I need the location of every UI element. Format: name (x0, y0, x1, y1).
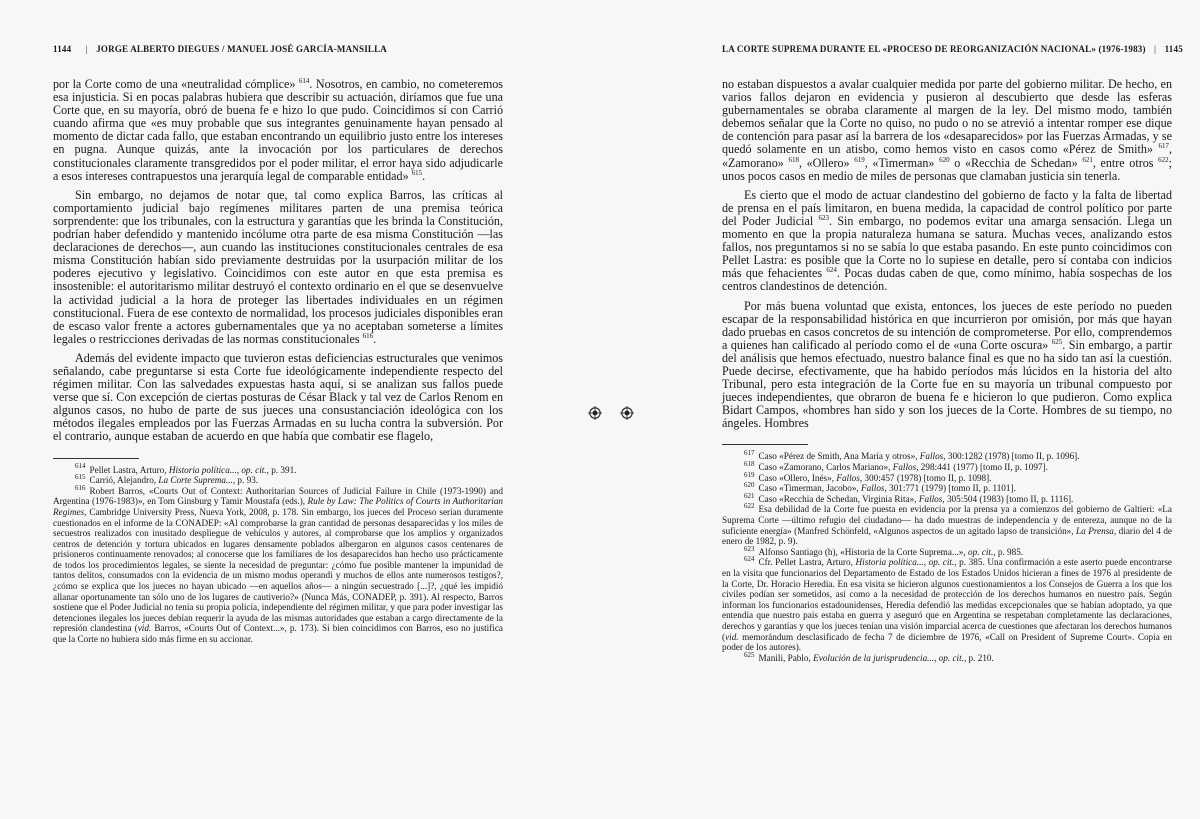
crosshair-target-icon (588, 406, 602, 420)
footnote-reference: 624 (826, 266, 837, 275)
right-page-number: 1145 (1164, 44, 1183, 54)
body-paragraph (53, 78, 503, 183)
right-footnote-rule (722, 444, 808, 445)
footnote-reference: 616 (362, 331, 374, 340)
footnote-number: 616 (75, 483, 86, 492)
footnote-number: 621 (744, 491, 755, 500)
left-page (53, 44, 503, 645)
text-run: . (422, 168, 426, 183)
footnote-number: 618 (744, 459, 755, 468)
text-run: Sin embargo, no dejamos de notar que, tal como explica Barros, las críticas al comportamiento judicial bajo regímenes militares parten de una premisa teórica sorprendente: que los tribunales, con la estructura y garantías que les brinda la Constitución, podrían haber defendido y mantenido incólume otra parte de esa misma Constitución —las declaraciones de derechos—, aun cuando las instituciones constitucionales centrales de esa misma Constitución habían sido previamente destruidas por la usurpación militar de los poderes ejecutivo y legislativo. Coincidimos con este autor en que esta premisa es insostenible: el autoritarismo militar destruyó el contexto ordinario en el que se desenvuelve la actividad judicial a la hora de proteger las libertades individuales en un régimen constitucional. Fuera de ese contexto de normalidad, los procesos judiciales disponibles eran de escaso valor frente a actores gubernamentales que ya no aceptaban someterse a límites legales o restricciones derivadas de las normas constitucionales (53, 187, 503, 346)
footnote-reference: 623 (818, 213, 829, 222)
footnote-italic-text: Fallos (836, 472, 860, 483)
text-run: . Pocas dudas caben de que, como mínimo, había sospechas de los centros clandestinos de detención. (722, 266, 1172, 294)
footnote-text: Caso «Pérez de Smith, Ana María y otros», (758, 451, 920, 462)
footnote-text: Esa debilidad de la Corte fue puesta en evidencia por la prensa ya a comienzos del gobierno de Galtieri: «La Suprema Corte —último refugio del ciudadano— ha dado muestras de independencia y de entereza, aunque no de la suficiente energía» (Manfred Schönfeld, «Algunos aspectos de un agitado lapso de transición», (722, 504, 1172, 536)
body-paragraph (53, 352, 503, 444)
text-run: Es cierto que el modo de actuar clandestino del gobierno de facto y la falta de libertad de prensa en el país limitaron, en buena medida, la capacidad de control político por parte del Poder Judicial (722, 187, 1172, 228)
footnote-text: memorándum desclasificado de fecha 7 de diciembre de 1976, «Call on President of Supreme Court». Copia en poder de los autores). (722, 631, 1172, 653)
left-footnotes (53, 462, 504, 645)
footnote-text: , 300:1282 (1978) [tomo II, p. 1096]. (943, 451, 1080, 462)
footnote-italic-text: Historia política..., op. cit. (855, 557, 955, 568)
footnote-reference: 619 (854, 155, 865, 164)
right-page (722, 44, 1183, 663)
footnote (722, 650, 1172, 664)
footnote-italic-text: La Prensa (1076, 525, 1114, 536)
footnote (722, 451, 1172, 462)
footnote-number: 614 (75, 462, 86, 471)
footnote (722, 491, 1172, 505)
footnote-text: Robert Barros, «Courts Out of Context: Authoritarian Sources of Judicial Failure in Chile (1973-1990) and Argentina (1976-1983)», en Tom Ginsburg y Tamir Moustafa (eds.), (53, 485, 503, 507)
footnote-number: 619 (744, 470, 755, 479)
footnote-italic-text: Fallos (861, 483, 885, 494)
text-run: Por más buena voluntad que exista, entonces, los jueces de este período no pueden escapar de la responsabilidad histórica en que incurrieron por omisión, por más que hayan dado pruebas en casos concretos de su intención de comprometerse. Por ello, comprendemos a quienes han calificado al período como el de «una Corte oscura» (722, 298, 1172, 352)
body-paragraph (53, 189, 503, 346)
footnote (53, 483, 504, 645)
footnote-text: Cfr. Pellet Lastra, Arturo, (758, 557, 856, 568)
text-run: , «Ollero» (798, 155, 855, 170)
footnote (722, 544, 1172, 558)
left-running-head (53, 44, 503, 58)
body-paragraph (722, 300, 1172, 431)
footnote-number: 620 (744, 481, 755, 490)
footnote-italic-text: vid. (725, 631, 739, 642)
footnote-reference: 625 (1051, 337, 1063, 346)
footnote (722, 483, 1172, 494)
footnote-text: , diario del 4 de enero de 1982, p. 9). (722, 525, 1173, 547)
text-run: Además del evidente impacto que tuvieron estas deficiencias estructurales que venimos señalando, cabe preguntarse si esta Corte fue ideológicamente independiente respecto del régimen militar. Con las salvedades expuestas hasta aquí, si se analizan sus fallos puede verse que sí. Con excepción de ciertas posturas de César Black y tal vez de Carlos Renom en algunos casos, no hubo de parte de sus jueces una consustanciación ideológica con los métodos ilegales empleados por las Fuerzas Armadas en su lucha contra la subversión. Por el contrario, aunque estaban de acuerdo en que había que combatir ese flagelo, (53, 350, 503, 444)
footnote (53, 462, 503, 476)
footnote-number: 624 (744, 555, 755, 564)
left-page-number: 1144 (53, 44, 72, 54)
right-running-title: LA CORTE SUPREMA DURANTE EL «PROCESO DE REORGANIZACIÓN NACIONAL» (1976-1983) (722, 44, 1146, 54)
footnote-italic-text: op. cit. (968, 546, 994, 557)
text-run: . (373, 331, 377, 346)
footnote (722, 470, 1172, 484)
footnote (722, 504, 1172, 546)
footnote-number: 617 (744, 449, 755, 458)
right-body-text (722, 78, 1172, 430)
left-footnote-rule (53, 458, 139, 459)
footnote-text: , p. 210. (963, 652, 994, 663)
footnote-text: , 298:441 (1977) [tomo II, p. 1097]. (916, 462, 1048, 473)
footnote-reference: 614 (298, 76, 310, 85)
left-header-separator: | (85, 44, 88, 54)
footnote-text: Caso «Timerman, Jacobo», (758, 483, 862, 494)
footnote (53, 475, 503, 486)
text-run: por la Corte como de una «neutralidad cómplice» (53, 77, 299, 91)
footnote-reference: 617 (1158, 142, 1169, 151)
text-run: ; unos pocos casos en medio de miles de personas que clamaban justicia sin tenerla. (722, 155, 1172, 183)
footnote-italic-text: Fallos (918, 493, 943, 504)
footnote-text: Barros, «Courts Out of Context...», p. 173). Si bien coincidimos con Barros, eso no justifica que la Corte no hubiera sido más firme en su accionar. (53, 623, 503, 645)
footnote-text: , p. 385. Una confirmación a este aserto puede encontrarse en la visita que funcionarios del Departamento de Estado de los Estados Unidos hicieran a fines de 1976 al presidente de la Corte, Dr. Horacio Heredia. En esa visita se hicieron algunos cuestionamientos a los Consejos de Guerra a los que los civiles podían ser sometidos, así como a la necesidad de protección de los derechos humanos en nuestro país. Según informan los funcionarios estadounidenses, Heredia defendió las medidas excepcionales que se habían adoptado, ya que entendía que nuestro país estaba en guerra y aseguró que en Argentina se respetaban completamente las declaraciones, derechos y garantías y que los jueces tenían una visión imparcial acerca de cuestiones que afectaran los derechos humanos ( (722, 557, 1173, 642)
footnote-text: Carrió, Alejandro, (89, 475, 159, 486)
text-run: , «Timerman» (864, 155, 940, 170)
footnote-italic-text: Rule by Law: The Politics of Courts in Authoritarian Regimes (53, 496, 504, 517)
footnote-number: 615 (75, 473, 86, 482)
footnote-text: , p. 985. (993, 546, 1024, 557)
body-paragraph (722, 189, 1172, 294)
text-run: . Nosotros, en cambio, no cometeremos esa injusticia. Si en pocas palabras hubiera que describir su actuación, diríamos que fue una Corte que, en su mayoría, obró de buena fe e hizo lo que pudo. Coincidimos sí con Carrió cuando afirma que «es muy probable que sus integrantes genuinamente hayan pensado al momento de dictar cada fallo, que estaban encontrando un equilibrio justo entre los intereses en pugna. Aunque quizás, ante la invocación por los particulares de derechos constitucionales claramente transgredidos por el poder militar, el error haya sido adjudicarle a esos intereses contrapuestos una jerarquía legal de comparable entidad» (53, 77, 503, 183)
footnote (722, 557, 1172, 652)
footnote-text: Caso «Recchia de Schedan, Virginia Rita», (758, 493, 919, 504)
footnote-italic-text: Fallos (892, 462, 917, 473)
footnote-text: , 305:504 (1983) [tomo II, p. 1116]. (942, 493, 1074, 504)
footnote-number: 622 (744, 502, 755, 511)
footnote-text: , 301:771 (1979) [tomo II, p. 1101]. (884, 483, 1016, 494)
footnote-text: , p. 391. (266, 464, 297, 475)
crosshair-target-icon (620, 406, 634, 420)
text-run: , entre otros (1092, 155, 1159, 170)
footnote-reference: 615 (411, 168, 423, 177)
footnote-italic-text: Evolución de la jurisprudencia..., op. cit. (813, 652, 964, 663)
text-run: , «Zamorano» (722, 142, 1172, 170)
right-running-head (722, 44, 1183, 58)
text-run: . Sin embargo, no podemos evitar una amarga sensación. Llega un momento en que la propia naturaleza humana se satura. Muchas veces, analizando estos fallos, nos preguntamos si no se sabía lo que estaba pasando. En este punto coincidimos con Pellet Lastra: es posible que la Corte no lo supiese en detalle, pero sí contaba con indicios más que fehacientes (722, 213, 1172, 281)
footnote-text: Manili, Pablo, (758, 652, 814, 663)
footnote-text: Caso «Zamorano, Carlos Mariano», (758, 462, 893, 473)
footnote-italic-text: Fallos (919, 451, 944, 462)
footnote-text: Alfonso Santiago (h), «Historia de la Corte Suprema...», (758, 546, 968, 557)
footnote-italic-text: Historia política..., op. cit. (168, 464, 267, 475)
text-run: o «Recchia de Schedan» (949, 155, 1083, 170)
left-body-text (53, 78, 503, 444)
footnote-italic-text: vid. (137, 623, 152, 634)
footnote-number: 625 (744, 650, 755, 659)
right-footnotes (722, 451, 1172, 663)
text-run: no estaban dispuestos a avalar cualquier medida por parte del gobierno militar. De hecho, en varios fallos dejaron en evidencia y pusieron al descubierto que desde las esferas gubernamentales se obraba claramente al margen de la ley. Del mismo modo, también debemos señalar que la Corte no quiso, no pudo o no se atrevió a intentar romper ese dique de contención para pasar así la barrera de los «desaparecidos» por las Fuerzas Armadas, y se quedó solamente en un atisbo, como hemos visto en casos como «Pérez de Smith» (722, 77, 1172, 157)
footnote-text: , 300:457 (1978) [tomo II, p. 1098]. (859, 472, 992, 483)
left-running-title: JORGE ALBERTO DIEGUES / MANUEL JOSÉ GARCÍA-MANSILLA (96, 44, 388, 54)
footnote (722, 459, 1172, 473)
footnote-reference: 622 (1158, 155, 1169, 164)
footnote-text: , Cambridge University Press, Nueva York, 2008, p. 178. Sin embargo, los jueces del Proceso serían duramente cuestionados en el informe de la CONADEP: «Al comprobarse la gran cantidad de personas desaparecidas y los miles de secuestros realizados con inusitado despliegue de vehículos y autores, al comprobarse que los amplios y organizados centros de detención y tortura ubicados en lugares densamente poblados albergaron en algunos casos centenares de prisioneros continuamente renovados; al conocerse que los familiares de los desaparecidos han hecho uso prácticamente de todos los procedimientos legales, se siente la necesidad de preguntar: ¿cómo fue posible mantener la impunidad de tantos delitos, consumados con la evidencia de un mismo modus operandi y muchos de ellos ante numerosos testigos?, ¿cómo se explica que los jueces no hayan ubicado —en aquellos años— a ningún secuestrado [...]?, ¿qué les impidió allanar oportunamente tan sólo uno de los lugares de cautiverio?» (Nunca Más, CONADEP, p. 391). Al respecto, Barros sostiene que el Poder Judicial no tenía su propia policía, independiente del régimen militar, y que para poder investigar las detenciones ilegales los jueces debían requerir la ayuda de las mismas autoridades que estaban a cargo directamente de la represión clandestina ( (53, 506, 503, 634)
footnote-text: Pellet Lastra, Arturo, (89, 464, 169, 475)
right-header-separator: | (1154, 44, 1157, 54)
footnote-reference: 620 (939, 155, 950, 164)
footnote-number: 623 (744, 544, 755, 553)
footnote-reference: 621 (1082, 155, 1093, 164)
footnote-text: Caso «Ollero, Inés», (758, 472, 837, 483)
footnote-text: , p. 93. (232, 475, 259, 486)
body-paragraph (722, 78, 1172, 183)
text-run: . Sin embargo, a partir del análisis que hemos efectuado, nuestro balance final es que no ha sido tan así la cuestión. Puede decirse, efectivamente, que ha habido períodos más lúcidos en la historia del alto Tribunal, pero esta integración de la Corte fue en su mayoría un tribunal compuesto por jueces independientes, que obraron de buena fe e hicieron lo que pudieron. Como explica Bidart Campos, «hombres han sido y son los jueces de la Corte. Hombres de su tiempo, no ángeles. Hombres (722, 337, 1172, 431)
footnote-italic-text: La Corte Suprema... (158, 475, 233, 486)
footnote-reference: 618 (788, 155, 799, 164)
